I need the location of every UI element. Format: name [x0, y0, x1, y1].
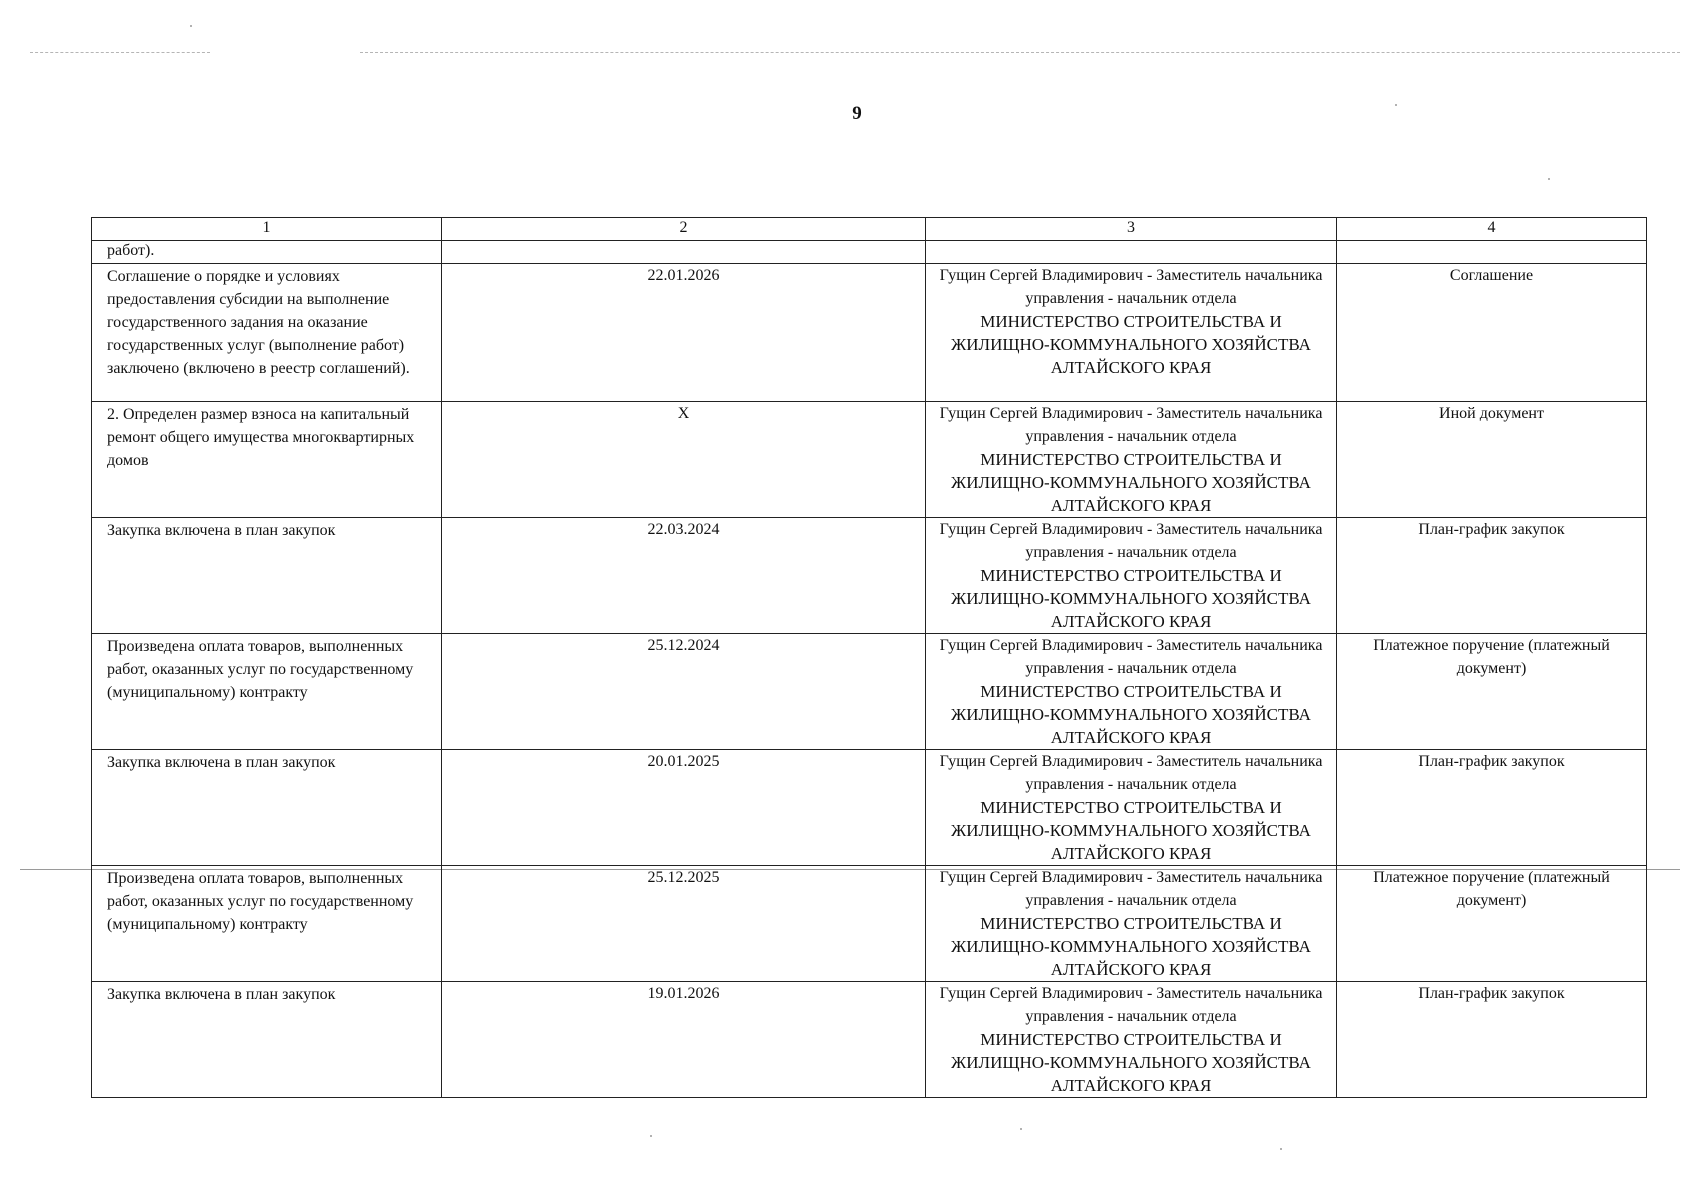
responsible-person: Гущин Сергей Владимирович - Заместитель начальника управления - начальник отдела: [939, 985, 1323, 1025]
document-type: План-график закупок: [1337, 982, 1647, 1098]
event-date: 19.01.2026: [442, 982, 926, 1098]
scan-speck: [1020, 1128, 1022, 1130]
responsible-person: Гущин Сергей Владимирович - Заместитель начальника управления - начальник отдела: [939, 637, 1323, 677]
scan-speck: [650, 1135, 652, 1137]
responsible-organization: МИНИСТЕРСТВО СТРОИТЕЛЬСТВА И ЖИЛИЩНО-КОММУНАЛЬНОГО ХОЗЯЙСТВА АЛТАЙСКОГО КРАЯ: [951, 1030, 1311, 1095]
table-row: [92, 264, 1647, 402]
responsible-cell: [926, 750, 1337, 866]
table-row: [92, 402, 1647, 518]
event-date: 25.12.2024: [442, 634, 926, 750]
responsible-cell: [926, 264, 1337, 402]
responsible-organization: МИНИСТЕРСТВО СТРОИТЕЛЬСТВА И ЖИЛИЩНО-КОММУНАЛЬНОГО ХОЗЯЙСТВА АЛТАЙСКОГО КРАЯ: [951, 566, 1311, 631]
event-description: 2. Определен размер взноса на капитальный ремонт общего имущества многоквартирных домов: [92, 402, 442, 518]
responsible-cell: [926, 866, 1337, 982]
document-type: Соглашение: [1337, 264, 1647, 402]
responsible-cell: [926, 634, 1337, 750]
responsible-organization: МИНИСТЕРСТВО СТРОИТЕЛЬСТВА И ЖИЛИЩНО-КОММУНАЛЬНОГО ХОЗЯЙСТВА АЛТАЙСКОГО КРАЯ: [951, 798, 1311, 863]
responsible-organization: МИНИСТЕРСТВО СТРОИТЕЛЬСТВА И ЖИЛИЩНО-КОММУНАЛЬНОГО ХОЗЯЙСТВА АЛТАЙСКОГО КРАЯ: [951, 682, 1311, 747]
document-type: План-график закупок: [1337, 750, 1647, 866]
event-date: X: [442, 402, 926, 518]
responsible-cell: [926, 518, 1337, 634]
event-description: Соглашение о порядке и условиях предоставления субсидии на выполнение государственного задания на оказание государственных услуг (выполнение работ) заключено (включено в реестр соглашений).: [92, 264, 442, 402]
column-header: 2: [442, 218, 926, 241]
empty-cell: [1337, 241, 1647, 264]
empty-cell: [926, 241, 1337, 264]
responsible-person: Гущин Сергей Владимирович - Заместитель начальника управления - начальник отдела: [939, 521, 1323, 561]
document-type: Платежное поручение (платежный документ): [1337, 866, 1647, 982]
table-header-row: [92, 218, 1647, 241]
event-description: Произведена оплата товаров, выполненных работ, оказанных услуг по государственному (муниципальному) контракту: [92, 866, 442, 982]
scan-speck: [1548, 178, 1550, 180]
document-type: Иной документ: [1337, 402, 1647, 518]
responsible-cell: [926, 402, 1337, 518]
responsible-cell: [926, 982, 1337, 1098]
event-date: 22.03.2024: [442, 518, 926, 634]
event-description: Закупка включена в план закупок: [92, 518, 442, 634]
responsible-person: Гущин Сергей Владимирович - Заместитель начальника управления - начальник отдела: [939, 405, 1323, 445]
table-row-continuation: [92, 241, 1647, 264]
responsible-organization: МИНИСТЕРСТВО СТРОИТЕЛЬСТВА И ЖИЛИЩНО-КОММУНАЛЬНОГО ХОЗЯЙСТВА АЛТАЙСКОГО КРАЯ: [951, 450, 1311, 515]
scan-artifact-line: [30, 52, 210, 53]
table-row: [92, 634, 1647, 750]
event-description: Закупка включена в план закупок: [92, 982, 442, 1098]
event-date: 22.01.2026: [442, 264, 926, 402]
page-number: 9: [852, 103, 862, 124]
event-date: 20.01.2025: [442, 750, 926, 866]
scan-speck: [190, 25, 192, 27]
empty-cell: [442, 241, 926, 264]
responsible-person: Гущин Сергей Владимирович - Заместитель начальника управления - начальник отдела: [939, 869, 1323, 909]
continuation-text: работ).: [92, 241, 442, 264]
table-row: [92, 866, 1647, 982]
document-type: Платежное поручение (платежный документ): [1337, 634, 1647, 750]
event-date: 25.12.2025: [442, 866, 926, 982]
document-table: [91, 217, 1647, 1098]
event-description: Произведена оплата товаров, выполненных работ, оказанных услуг по государственному (муниципальному) контракту: [92, 634, 442, 750]
event-description: Закупка включена в план закупок: [92, 750, 442, 866]
scan-speck: [1280, 1148, 1282, 1150]
table-row: [92, 750, 1647, 866]
table-row: [92, 982, 1647, 1098]
document-type: План-график закупок: [1337, 518, 1647, 634]
scan-artifact-line: [360, 52, 1680, 53]
responsible-person: Гущин Сергей Владимирович - Заместитель начальника управления - начальник отдела: [939, 267, 1323, 307]
responsible-person: Гущин Сергей Владимирович - Заместитель начальника управления - начальник отдела: [939, 753, 1323, 793]
column-header: 1: [92, 218, 442, 241]
responsible-organization: МИНИСТЕРСТВО СТРОИТЕЛЬСТВА И ЖИЛИЩНО-КОММУНАЛЬНОГО ХОЗЯЙСТВА АЛТАЙСКОГО КРАЯ: [951, 914, 1311, 979]
responsible-organization: МИНИСТЕРСТВО СТРОИТЕЛЬСТВА И ЖИЛИЩНО-КОММУНАЛЬНОГО ХОЗЯЙСТВА АЛТАЙСКОГО КРАЯ: [951, 312, 1311, 377]
column-header: 3: [926, 218, 1337, 241]
table-row: [92, 518, 1647, 634]
column-header: 4: [1337, 218, 1647, 241]
